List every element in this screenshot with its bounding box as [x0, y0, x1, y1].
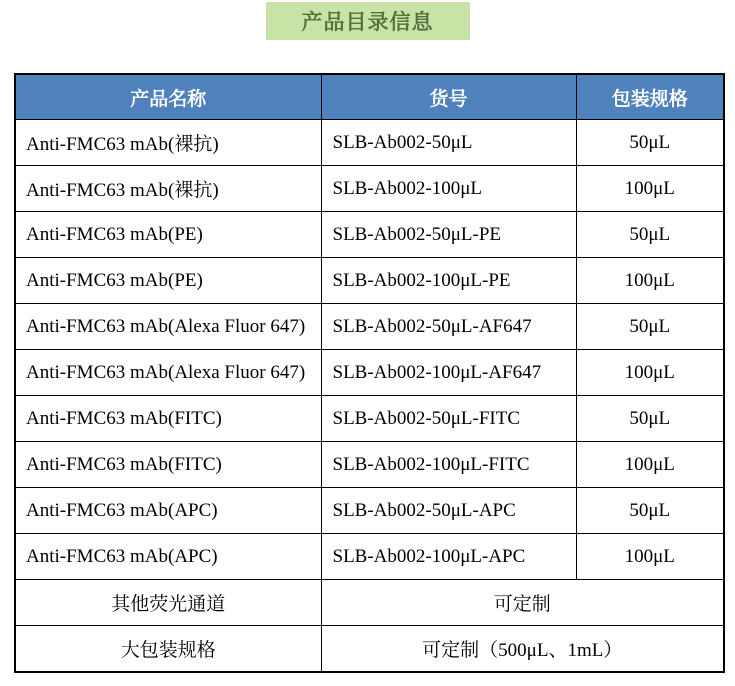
sku-cell: SLB-Ab002-50μL-FITC	[321, 396, 576, 442]
table-row	[15, 534, 724, 580]
product-name-cell: Anti-FMC63 mAb(PE)	[15, 212, 321, 258]
size-cell: 100μL	[576, 350, 724, 396]
size-cell: 50μL	[576, 488, 724, 534]
product-name-cell: Anti-FMC63 mAb(APC)	[15, 534, 321, 580]
merged-label-cell: 其他荧光通道	[15, 580, 321, 626]
product-name-cell: Anti-FMC63 mAb(APC)	[15, 488, 321, 534]
table-row	[15, 120, 724, 166]
sku-cell: SLB-Ab002-100μL-APC	[321, 534, 576, 580]
table-row	[15, 304, 724, 350]
merged-label-cell: 大包装规格	[15, 626, 321, 673]
sku-cell: SLB-Ab002-50μL-AF647	[321, 304, 576, 350]
size-cell: 100μL	[576, 442, 724, 488]
size-cell: 50μL	[576, 396, 724, 442]
table-row	[15, 350, 724, 396]
table-row-merged	[15, 580, 724, 626]
size-cell: 50μL	[576, 304, 724, 350]
header-package-size: 包装规格	[576, 74, 724, 120]
product-name-cell: Anti-FMC63 mAb(PE)	[15, 258, 321, 304]
product-name-cell: Anti-FMC63 mAb(裸抗)	[15, 166, 321, 212]
product-name-cell: Anti-FMC63 mAb(FITC)	[15, 396, 321, 442]
product-name-cell: Anti-FMC63 mAb(FITC)	[15, 442, 321, 488]
size-cell: 100μL	[576, 166, 724, 212]
sku-cell: SLB-Ab002-100μL-FITC	[321, 442, 576, 488]
product-catalog-table	[14, 73, 725, 673]
table-row	[15, 488, 724, 534]
size-cell: 50μL	[576, 212, 724, 258]
product-name-cell: Anti-FMC63 mAb(Alexa Fluor 647)	[15, 350, 321, 396]
merged-value-cell: 可定制（500μL、1mL）	[321, 626, 724, 673]
table-row-merged	[15, 626, 724, 673]
sku-cell: SLB-Ab002-100μL-PE	[321, 258, 576, 304]
sku-cell: SLB-Ab002-50μL-PE	[321, 212, 576, 258]
header-product-name: 产品名称	[15, 74, 321, 120]
size-cell: 100μL	[576, 534, 724, 580]
table-row	[15, 258, 724, 304]
sku-cell: SLB-Ab002-100μL	[321, 166, 576, 212]
size-cell: 100μL	[576, 258, 724, 304]
table-row	[15, 166, 724, 212]
product-name-cell: Anti-FMC63 mAb(Alexa Fluor 647)	[15, 304, 321, 350]
header-catalog-number: 货号	[321, 74, 576, 120]
table-row	[15, 212, 724, 258]
table-row	[15, 396, 724, 442]
page	[0, 2, 735, 686]
page-title-box	[266, 2, 470, 40]
sku-cell: SLB-Ab002-100μL-AF647	[321, 350, 576, 396]
table-header-row	[15, 74, 724, 120]
merged-value-cell: 可定制	[321, 580, 724, 626]
product-name-cell: Anti-FMC63 mAb(裸抗)	[15, 120, 321, 166]
sku-cell: SLB-Ab002-50μL	[321, 120, 576, 166]
size-cell: 50μL	[576, 120, 724, 166]
sku-cell: SLB-Ab002-50μL-APC	[321, 488, 576, 534]
table-row	[15, 442, 724, 488]
page-title: 产品目录信息	[301, 11, 434, 34]
